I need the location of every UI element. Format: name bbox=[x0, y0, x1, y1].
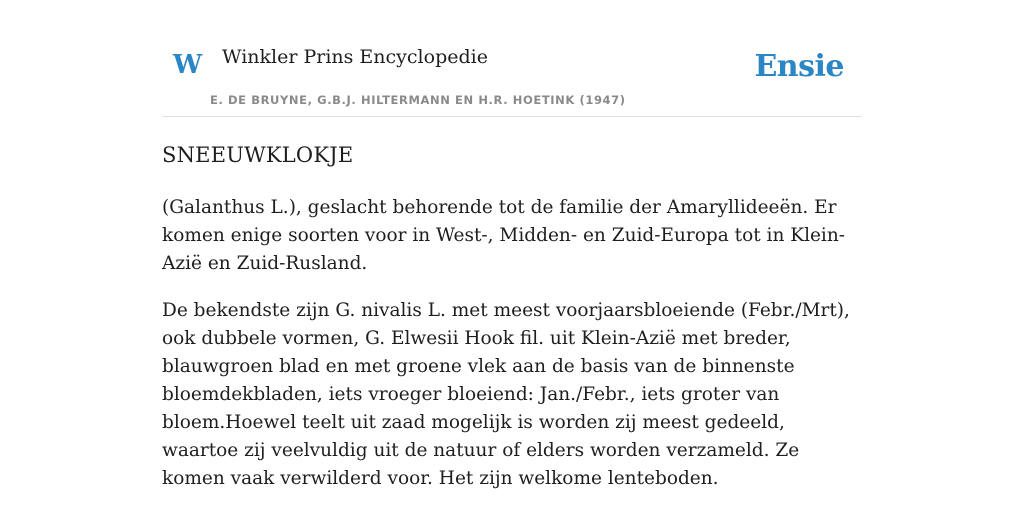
article bbox=[162, 140, 862, 512]
header bbox=[162, 0, 862, 117]
article-paragraph-1: (Galanthus L.), geslacht behorende tot de familie der Amaryllideeën. Er komen enige soorten voor in West-, Midden- en Zuid-Europa tot in Klein-Azië en Zuid-Rusland. bbox=[162, 197, 846, 274]
article-headword: SNEEUWKLOKJE bbox=[162, 143, 354, 167]
ensie-logo[interactable]: Ensie bbox=[754, 49, 844, 84]
encyclopedia-logo[interactable]: W bbox=[173, 50, 203, 80]
article-paragraph-2: De bekendste zijn G. nivalis L. met meest voorjaarsbloeiende (Febr./Mrt), ook dubbele vormen, G. Elwesii Hook fil. uit Klein-Azië met breder, blauwgroen blad en met groene vlek aan de basis van de binnenste bloemdekbladen, iets vroeger bloeiend: Jan./Febr., iets groter van bloem.Hoewel teelt uit zaad mogelijk is worden zij meest gedeeld, waartoe zij veelvuldig uit de natuur of elders worden verzameld. Ze komen vaak verwilderd voor. Het zijn welkome lenteboden. bbox=[162, 300, 850, 489]
authors-line: E. DE BRUYNE, G.B.J. HILTERMANN EN H.R. HOETINK (1947) bbox=[210, 93, 626, 107]
encyclopedia-title[interactable]: Winkler Prins Encyclopedie bbox=[222, 46, 488, 68]
